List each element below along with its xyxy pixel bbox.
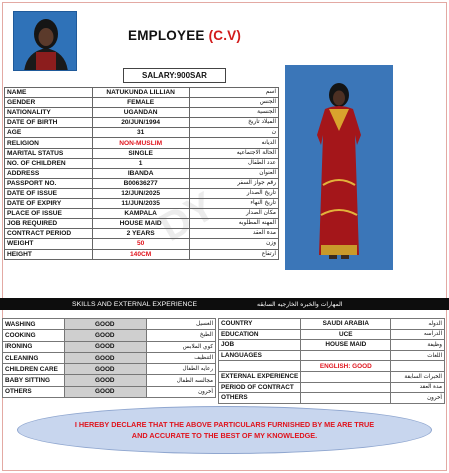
info-key: EDUCATION — [219, 329, 301, 340]
info-row — [5, 88, 279, 98]
field-value: 1 — [92, 158, 189, 168]
field-label: CONTRACT PERIOD — [5, 229, 93, 239]
field-label-ar: الديانه — [189, 138, 279, 148]
info-key-ar: الدوله — [391, 319, 445, 330]
skill-row — [3, 386, 216, 397]
info-value — [301, 393, 391, 404]
field-value: SINGLE — [92, 148, 189, 158]
job-info-row — [219, 340, 445, 351]
info-row — [5, 199, 279, 209]
field-label-ar: الجنسية — [189, 108, 279, 118]
info-row — [5, 148, 279, 158]
info-row — [5, 178, 279, 188]
page-title — [128, 28, 241, 43]
info-row — [5, 128, 279, 138]
field-value: 140CM — [92, 249, 189, 259]
job-info-row — [219, 371, 445, 382]
skill-row — [3, 364, 216, 375]
info-value: HOUSE MAID — [301, 340, 391, 351]
skills-header-en: SKILLS AND EXTERNAL EXPERIENCE — [72, 300, 198, 308]
info-row — [5, 158, 279, 168]
info-value: SAUDI ARABIA — [301, 319, 391, 330]
skill-row — [3, 319, 216, 330]
headshot-photo — [13, 11, 77, 71]
skill-name: BABY SITTING — [3, 375, 65, 386]
info-key: JOB — [219, 340, 301, 351]
field-label: DATE OF ISSUE — [5, 188, 93, 198]
field-label-ar: العنوان — [189, 168, 279, 178]
field-label-ar: الجنس — [189, 98, 279, 108]
field-label: NAME — [5, 88, 93, 98]
info-row — [5, 229, 279, 239]
field-label-ar: الحالة الاجتماعيه — [189, 148, 279, 158]
skill-name-ar: التنظيف — [147, 352, 216, 363]
info-key: EXTERNAL EXPERIENCE — [219, 371, 301, 382]
info-key-ar: وظيفة — [391, 340, 445, 351]
skill-name-ar: أخرون — [147, 386, 216, 397]
skill-name-ar: الغسيل — [147, 319, 216, 330]
field-value: 50 — [92, 239, 189, 249]
field-label-ar: مكان الصدار — [189, 209, 279, 219]
skill-level: GOOD — [65, 352, 147, 363]
field-label: MARITAL STATUS — [5, 148, 93, 158]
info-row — [5, 209, 279, 219]
field-value: 11/JUN/2035 — [92, 199, 189, 209]
field-label-ar: ن — [189, 128, 279, 138]
field-value: B00636277 — [92, 178, 189, 188]
skill-name-ar: رعايه الطفال — [147, 364, 216, 375]
field-value: HOUSE MAID — [92, 219, 189, 229]
job-info-table — [218, 318, 445, 404]
info-value — [301, 350, 391, 361]
field-label-ar: ارتفاع — [189, 249, 279, 259]
info-row — [5, 118, 279, 128]
field-value: 20/JUN/1994 — [92, 118, 189, 128]
info-key-ar — [391, 361, 445, 372]
field-label-ar: المهنه المطلوبه — [189, 219, 279, 229]
info-key: COUNTRY — [219, 319, 301, 330]
skill-name: IRONING — [3, 341, 65, 352]
field-label: RELIGION — [5, 138, 93, 148]
field-value: 12/JUN/2025 — [92, 188, 189, 198]
skills-table — [2, 318, 216, 398]
skill-name-ar: مجالسه الطفال — [147, 375, 216, 386]
info-row — [5, 138, 279, 148]
job-info-row — [219, 361, 445, 372]
info-key — [219, 361, 301, 372]
job-info-row — [219, 393, 445, 404]
info-row — [5, 98, 279, 108]
full-body-photo — [285, 65, 393, 270]
field-label-ar: تاريخ النهاء — [189, 199, 279, 209]
skill-row — [3, 352, 216, 363]
field-label: GENDER — [5, 98, 93, 108]
field-value: 31 — [92, 128, 189, 138]
skill-row — [3, 375, 216, 386]
info-key-ar: اللغات — [391, 350, 445, 361]
field-label: DATE OF BIRTH — [5, 118, 93, 128]
field-label: PASSPORT NO. — [5, 178, 93, 188]
info-key: PERIOD OF CONTRACT — [219, 382, 301, 393]
skill-name: COOKING — [3, 330, 65, 341]
field-label-ar: تاريخ الصدار — [189, 188, 279, 198]
watermark: DY — [152, 184, 223, 251]
title-text: EMPLOYEE — [128, 28, 205, 43]
personal-info-table — [4, 87, 279, 260]
info-row — [5, 188, 279, 198]
skills-header-bar — [0, 298, 449, 310]
skill-level: GOOD — [65, 319, 147, 330]
skill-name: CLEANING — [3, 352, 65, 363]
field-label: WEIGHT — [5, 239, 93, 249]
info-key: LANGUAGES — [219, 350, 301, 361]
skill-name-ar: كوي الملابس — [147, 341, 216, 352]
info-key-ar: أخرون — [391, 393, 445, 404]
skill-name: OTHERS — [3, 386, 65, 397]
declaration-banner — [17, 406, 432, 454]
field-label: PLACE OF ISSUE — [5, 209, 93, 219]
skill-row — [3, 341, 216, 352]
field-value: KAMPALA — [92, 209, 189, 219]
salary-box: SALARY:900SAR — [123, 68, 226, 83]
info-value: UCE — [301, 329, 391, 340]
field-label: NO. OF CHILDREN — [5, 158, 93, 168]
field-value: IBANDA — [92, 168, 189, 178]
field-value: NATUKUNDA LILLIAN — [92, 88, 189, 98]
field-label: NATIONALITY — [5, 108, 93, 118]
job-info-row — [219, 319, 445, 330]
field-label-ar: رقم جواز السفر — [189, 178, 279, 188]
field-value: UGANDAN — [92, 108, 189, 118]
field-value: NON-MUSLIM — [92, 138, 189, 148]
info-key: OTHERS — [219, 393, 301, 404]
info-key-ar: الدراسه — [391, 329, 445, 340]
field-label: HEIGHT — [5, 249, 93, 259]
skill-level: GOOD — [65, 364, 147, 375]
skill-level: GOOD — [65, 386, 147, 397]
field-label: ADDRESS — [5, 168, 93, 178]
job-info-row — [219, 382, 445, 393]
skill-level: GOOD — [65, 330, 147, 341]
skill-level: GOOD — [65, 341, 147, 352]
info-value — [301, 382, 391, 393]
skill-name: WASHING — [3, 319, 65, 330]
info-row — [5, 168, 279, 178]
field-label-ar: اسم — [189, 88, 279, 98]
info-value: ENGLISH: GOOD — [301, 361, 391, 372]
field-label: AGE — [5, 128, 93, 138]
job-info-row — [219, 329, 445, 340]
field-value: 2 YEARS — [92, 229, 189, 239]
field-label: DATE OF EXPIRY — [5, 199, 93, 209]
field-label: JOB REQUIRED — [5, 219, 93, 229]
info-key-ar: مدة العقد — [391, 382, 445, 393]
skills-header-ar: المهارات والخبره الخارجيه السابقه — [257, 300, 343, 308]
title-cv: (C.V) — [208, 28, 242, 43]
info-row — [5, 108, 279, 118]
skill-row — [3, 330, 216, 341]
info-value — [301, 371, 391, 382]
field-label-ar: مدة العقد — [189, 229, 279, 239]
job-info-row — [219, 350, 445, 361]
info-row — [5, 239, 279, 249]
info-row — [5, 249, 279, 259]
skill-level: GOOD — [65, 375, 147, 386]
declaration-text: I HEREBY DECLARE THAT THE ABOVE PARTICULARS FURNISHED BY ME ARE TRUE AND ACCURATE TO THE BEST OF MY KNOWLEDGE. — [74, 420, 375, 440]
skill-name-ar: الطبخ — [147, 330, 216, 341]
field-value: FEMALE — [92, 98, 189, 108]
field-label-ar: عدد الطفال — [189, 158, 279, 168]
field-label-ar: الميلاد تاريخ — [189, 118, 279, 128]
info-row — [5, 219, 279, 229]
info-key-ar: الخبرات السابقة — [391, 371, 445, 382]
field-label-ar: وزن — [189, 239, 279, 249]
skill-name: CHILDREN CARE — [3, 364, 65, 375]
